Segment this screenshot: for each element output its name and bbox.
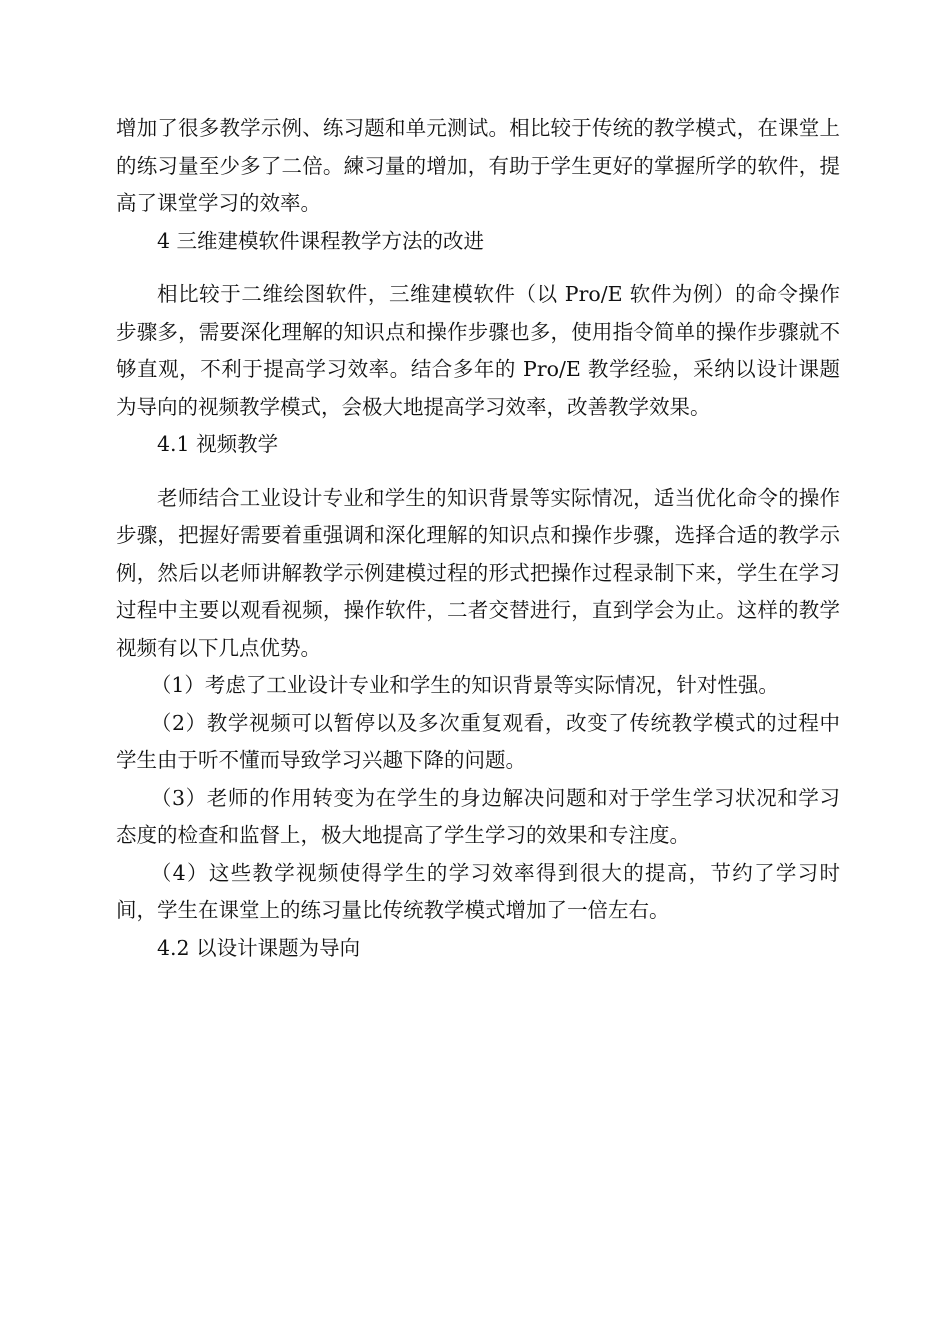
subsection-heading-4-1: 4.1 视频教学: [157, 432, 279, 456]
paragraph-continued: 增加了很多教学示例、练习题和单元测试。相比较于传统的教学模式，在课堂上的练习量至少多了二倍。練习量的增加，有助于学生更好的掌握所学的软件，提高了课堂学习的效率。: [116, 116, 840, 215]
subsection-heading-4-2: 4.2 以设计课题为导向: [157, 935, 361, 960]
list-item-advantage-3: （3）老师的作用转变为在学生的身边解决问题和对于学生学习状况和学习态度的检查和监督上，极大地提高了学生学习的效果和专注度。: [116, 785, 840, 847]
document-body: [116, 110, 840, 967]
paragraph-section-4-intro: 相比较于二维绘图软件，三维建模软件（以 Pro/E 软件为例）的命令操作步骤多，需要深化理解的知识点和操作步骤也多，使用指令简单的操作步骤就不够直观，不利于提高学习效率。结合多年的 Pro/E 教学经验，采纳以设计课题为导向的视频教学模式，会极大地提高学习效率，改善教学效果。: [116, 282, 840, 419]
list-item-advantage-2: （2）教学视频可以暂停以及多次重复观看，改变了传统教学模式的过程中学生由于听不懂而导致学习兴趣下降的问题。: [116, 710, 840, 772]
list-item-advantage-4: （4）这些教学视频使得学生的学习效率得到很大的提高，节约了学习时间，学生在课堂上的练习量比传统教学模式增加了一倍左右。: [116, 860, 840, 922]
list-item-advantage-1: （1）考虑了工业设计专业和学生的知识背景等实际情况，针对性强。: [150, 673, 779, 697]
paragraph-video-teaching: 老师结合工业设计专业和学生的知识背景等实际情况，适当优化命令的操作步骤，把握好需要着重强调和深化理解的知识点和操作步骤，选择合适的教学示例，然后以老师讲解教学示例建模过程的形式把操作过程录制下来，学生在学习过程中主要以观看视频，操作软件，二者交替进行，直到学会为止。这样的教学视频有以下几点优势。: [116, 485, 840, 660]
section-heading-4: 4 三维建模软件课程教学方法的改进: [157, 228, 485, 253]
